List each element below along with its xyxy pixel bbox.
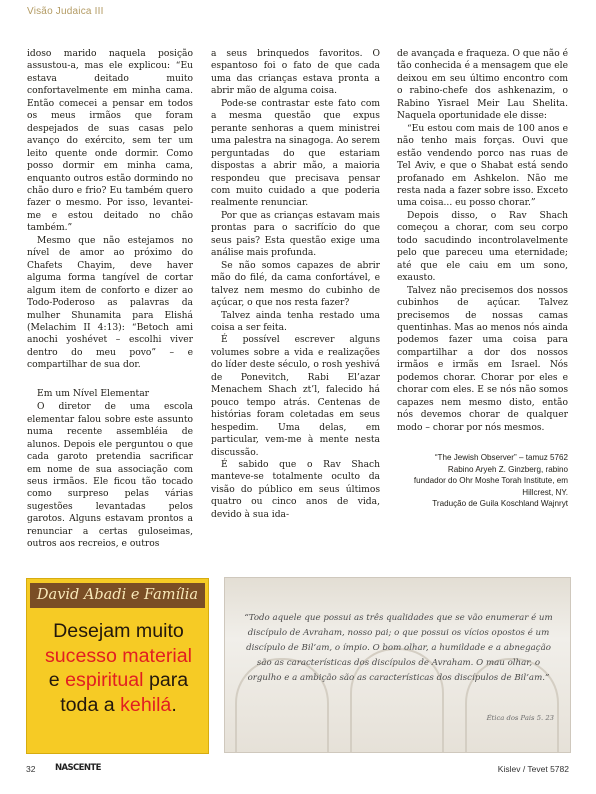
issue-date: Kislev / Tevet 5782 bbox=[497, 764, 569, 774]
ad-text: . bbox=[171, 693, 177, 716]
paragraph: Depois disso, o Rav Shach começou a chorar, com seu corpo todo sacudindo incontrolavelmente pelo que pareceu uma eternidade; até que ele caiu em um sono, exausto. bbox=[397, 210, 568, 284]
credit-line: Tradução de Guila Koschland Wajnryt bbox=[432, 499, 568, 509]
ad-line bbox=[33, 668, 204, 693]
ad-text: e bbox=[48, 669, 66, 691]
subheading: Em um Nível Elementar bbox=[37, 387, 150, 399]
section-header: Visão Judaica III bbox=[27, 6, 104, 17]
credit-line: Rabino Aryeh Z. Ginzberg, rabino bbox=[447, 464, 568, 474]
ad-text: toda a bbox=[60, 693, 121, 716]
paragraph: É possível escrever alguns volumes sobre a vida e realizações do líder deste século, o rosh yeshivá de Ponevitch, Rabi El’azar Menachem Shach zt’l, falecido há pouco tempo atrás. Centenas de histórias foram coletadas em seus hespedim. Uma delas, em particular, vem-me à mente nesta discussão. bbox=[211, 335, 380, 458]
ad-text: espiritual bbox=[65, 669, 144, 691]
quote-box bbox=[224, 577, 571, 753]
page-number: 32 bbox=[26, 764, 36, 774]
quote-source: Ética dos Pais 5. 23 bbox=[486, 714, 554, 722]
article-column-2 bbox=[211, 48, 380, 521]
ad-line: Desejam muito bbox=[53, 620, 184, 642]
ad-message bbox=[33, 619, 204, 717]
paragraph: Por que as crianças estavam mais prontas para o sacrifício do que seus pais? Esta questão exige uma análise mais profunda. bbox=[211, 210, 380, 259]
ad-line: sucesso material bbox=[44, 644, 192, 667]
ad-text: kehilá bbox=[120, 693, 172, 716]
credit-line: fundador do Ohr Moshe Torah Institute, em bbox=[413, 476, 568, 486]
article-column-1 bbox=[27, 48, 193, 551]
paragraph: Talvez ainda tenha restado uma coisa a ser feita. bbox=[211, 310, 380, 333]
paragraph: Talvez não precisemos dos nossos cubinhos de açúcar. Talvez precisemos de nossas camas quentinhas. Mas ao menos nós ainda podemos fazer uma coisa para compartilhar a dor dos nossos irmãos e irmãs em Israel. Nós podemos chorar. Chorar por eles e chorar com eles. E se nós não somos capazes nem mesmo disto, então nós devemos chorar de qualquer modo – chorar por nós mesmos. bbox=[397, 285, 568, 433]
ad-title: David Abadi e Família bbox=[30, 583, 205, 608]
credit-line: “The Jewish Observer” – tamuz 5762 bbox=[434, 453, 568, 463]
ad-line bbox=[33, 693, 204, 718]
credit-line: Hillcrest, NY. bbox=[522, 487, 568, 497]
paragraph: a seus brinquedos favoritos. O espantoso foi o fato de que cada uma das crianças estava pronta a abrir mão de alguma coisa. bbox=[211, 49, 380, 97]
quote-text: “Todo aquele que possui as três qualidades que se vão enumerar é um discípulo de Avraham, nosso pai; o que possui os vícios opostos é um discípulo de Bil’am, o ímpio. O bom olhar, a humildade e a abnegação são as características dos discípulos de Avraham. O mau olhar, o orgulho e a ambição são as características dos discípulos de Bil’am.” bbox=[244, 613, 553, 683]
advertisement bbox=[26, 578, 209, 754]
paragraph: O diretor de uma escola elementar falou sobre este assunto numa recente assembléia de alunos. Depois ele perguntou o que cada garoto pretendia sacrificar em nome de sua associação com seus irmãos. Ele ficou tão tocado como surpreso pelas várias sugestões levantadas pelos garotos. Alguns estavam prontos a renunciar a certas guloseimas, outros aos recreios, e outros bbox=[27, 402, 193, 550]
ad-text: para bbox=[143, 669, 189, 691]
paragraph: Mesmo que não estejamos no nível de amor ao próximo do Chafets Chayim, deve haver alguma forma tangível de cortar algum item de conforto e dizer ao Todo-Poderoso as palavras da mulher Shunamita para Elishá (Melachim II 4:13): “Betoch ami anochi yoshévet – escolhi viver dentro do meu povo” – e compartilhar de sua dor. bbox=[27, 235, 193, 371]
paragraph: Pode-se contrastar este fato com a mesma questão que expus perante senhoras a quem ministrei uma palestra na sinagoga. Ao serem perguntadas do que estariam dispostas a abrir mão, a maioria respondeu que precisava pensar com muito cuidado a que poderia realmente renunciar. bbox=[211, 98, 380, 209]
paragraph: É sabido que o Rav Shach manteve-se totalmente oculto da visão do público em seus últimos quatro ou cinco anos de vida, devido à sua ida- bbox=[211, 459, 380, 520]
paragraph: “Eu estou com mais de 100 anos e não tenho mais forças. Ouvi que estão vendendo porco nas ruas de Tel Aviv, e que o Shabat está sendo profanado em Ashkelon. Não me resta nada a fazer sobre isso. Exceto uma coisa... eu posso chorar.” bbox=[397, 123, 568, 209]
paragraph: idoso marido naquela posição assustou-a, mas ele explicou: “Eu estava deitado muito confortavelmente em minha cama. Então comecei a pensar em todos os meus irmãos que foram despejados de suas casas pelo avanço do exército, sem ter um leito quente onde dormir. Como posso dormir em minha cama, enquanto outros estão dormindo no chão duro e frio? Eu também quero fazer o mesmo. Por isso, levantei-me e estou deitado no chão também.” bbox=[27, 49, 193, 234]
article-column-3 bbox=[397, 48, 568, 510]
paragraph: de avançada e fraqueza. O que não é tão conhecida é a mensagem que ele deixou em seu último encontro com o rabino-chefe dos ashkenazim, o Rabino Yisrael Meir Lau Shelita. Naquela oportunidade ele disse: bbox=[397, 49, 568, 122]
article-credits bbox=[397, 452, 568, 510]
paragraph: Se não somos capazes de abrir mão do filé, da cama confortável, e talvez nem mesmo do cubinho de açúcar, o que nos resta fazer? bbox=[211, 260, 380, 309]
magazine-logo: NASCENTE bbox=[55, 763, 101, 773]
